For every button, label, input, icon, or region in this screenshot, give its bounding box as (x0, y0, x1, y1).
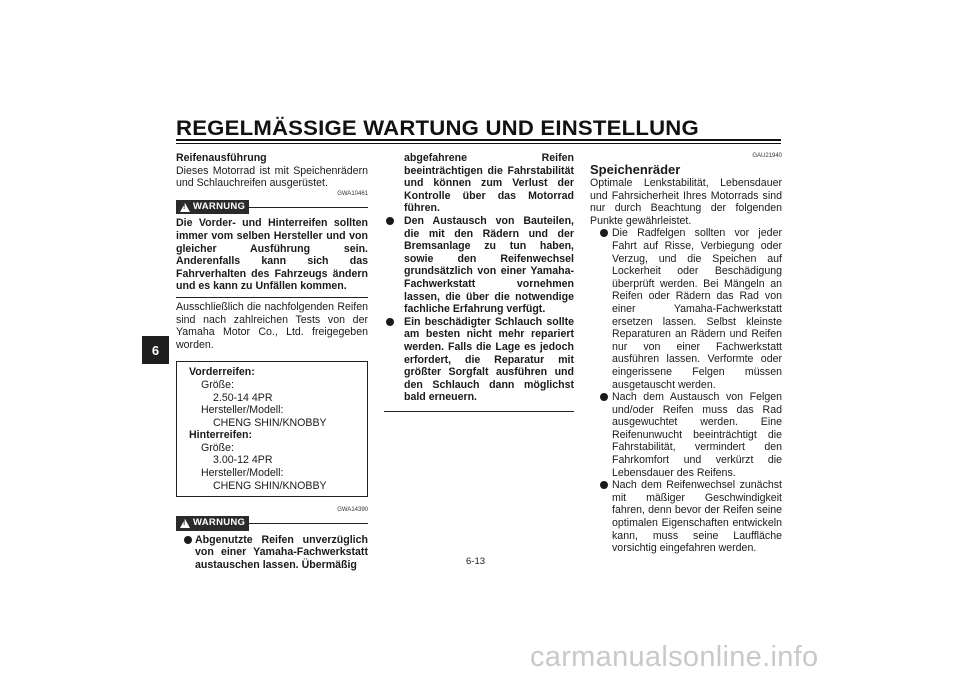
warning-code: GWA14390 (337, 507, 368, 514)
list-item: Den Austausch von Bauteilen, die mit den Rädern und der Bremsanlage zu tun haben, sowie den Reifenwechsel grundsätzlich von einer Yamaha-Fachwerkstatt vornehmen lassen, die über die notwendige fachliche Erfahrung verfügt. (384, 215, 574, 316)
warning-triangle-icon (180, 203, 190, 212)
page-number: 6-13 (466, 556, 486, 567)
list-item: Nach dem Reifenwechsel zunächst mit mäßiger Geschwindigkeit fahren, denn bevor der Reifen seine optimalen Eigenschaften entwickeln kann, muss seine Lauffläche vorsichtig eingefahren werden. (600, 479, 782, 555)
list-item: Nach dem Austausch von Felgen und/oder Reifen muss das Rad ausgewuchtet werden. Eine Reifenunwucht beeinträchtigt die Fahrstabilität, vermindert den Fahrkomfort und verkürzt die Lebensdauer des Reifens. (600, 391, 782, 479)
section-heading: Reifenausführung (176, 152, 267, 164)
warning-rule (249, 523, 368, 524)
warning-bullet-list (184, 534, 368, 572)
warning-end-rule (384, 411, 574, 412)
front-size-label: Größe: (201, 378, 234, 391)
section-code: GAU21940 (752, 153, 782, 159)
bullet-icon (184, 536, 192, 544)
list-item: Ein beschädigter Schlauch sollte am besten nicht mehr repariert werden. Falls die Lage es jedoch erfordert, die Reparatur mit größter Sorgfalt ausführen und den Schlauch dann möglichst bald erneuern. (384, 316, 574, 404)
header-rule-thin (176, 143, 781, 144)
list-item: abgefahrene Reifen beeinträchtigen die Fahrstabilität und können zum Verlust der Kontrolle über das Motorrad führen. (404, 152, 574, 215)
rear-size-value: 3.00-12 4PR (213, 454, 273, 467)
front-maker-label: Hersteller/Modell: (201, 404, 284, 417)
rear-tyre-title: Hinterreifen: (189, 429, 252, 442)
bullet-icon (600, 481, 608, 489)
list-item: Abgenutzte Reifen unverzüglich von einer Yamaha-Fachwerkstatt austauschen lassen. Übermäßig (184, 534, 368, 572)
intro-text: Optimale Lenkstabilität, Lebensdauer und Fahrsicherheit Ihres Motorrads sind nur durch Beachtung der folgenden Punkte gewährleistet. (590, 177, 782, 227)
column-left (176, 152, 368, 572)
header-rule (176, 139, 781, 141)
warning-rule (249, 207, 368, 208)
column-middle (384, 152, 574, 412)
bullet-icon (600, 229, 608, 237)
warning-text: Die Vorder- und Hinterreifen sollten immer vom selben Hersteller und von gleicher Ausführung sein. Anderenfalls kann sich das Fahrverhalten des Fahrzeugs ändern und es kann zu Unfällen kommen. (176, 217, 368, 293)
warning-badge (176, 200, 249, 215)
warning-badge (176, 516, 249, 531)
tyre-approval-text: Ausschließlich die nachfolgenden Reifen sind nach zahlreichen Tests von der Yamaha Motor Co., Ltd. freigegeben worden. (176, 300, 368, 351)
tyre-spec-box (176, 361, 368, 497)
front-size-value: 2.50-14 4PR (213, 391, 273, 404)
warning-label: WARNUNG (193, 200, 246, 212)
front-maker-value: CHENG SHIN/KNOBBY (213, 416, 327, 429)
front-tyre-title: Vorderreifen: (189, 366, 255, 379)
intro-text: Dieses Motorrad ist mit Speichenrädern und Schlauchreifen ausgerüstet. (176, 164, 368, 190)
warning-bullet-list-cont (384, 152, 574, 404)
warning-label: WARNUNG (193, 517, 246, 529)
column-right (590, 152, 782, 555)
rear-maker-value: CHENG SHIN/KNOBBY (213, 479, 327, 492)
rear-maker-label: Hersteller/Modell: (201, 467, 284, 480)
bullet-list (600, 227, 782, 554)
warning-end-rule (176, 297, 368, 298)
page-title: REGELMÄSSIGE WARTUNG UND EINSTELLUNG (176, 116, 699, 140)
section-title: Speichenräder (590, 162, 681, 177)
bullet-icon (386, 217, 394, 225)
warning-header (176, 200, 368, 215)
warning-header (176, 516, 368, 531)
bullet-icon (386, 318, 394, 326)
warning-code: GWA10461 (337, 190, 368, 197)
chapter-tab: 6 (142, 336, 169, 364)
bullet-icon (600, 393, 608, 401)
list-item: Die Radfelgen sollten vor jeder Fahrt auf Risse, Verbiegung oder Verzug, und die Speichen auf Lockerheit oder Beschädigung überprüft werden. Bei Mängeln an Reifen oder Rädern das Rad von einer Yamaha-Fachwerkstatt ersetzen lassen. Selbst kleinste Reparaturen an Rädern und Reifen nur von einer Fachwerkstatt ausführen lassen. Verformte oder eingerissene Felgen müssen ausgetauscht werden. (600, 227, 782, 391)
rear-size-label: Größe: (201, 441, 234, 454)
watermark: carmanualsonline.info (530, 641, 819, 673)
warning-triangle-icon (180, 519, 190, 528)
